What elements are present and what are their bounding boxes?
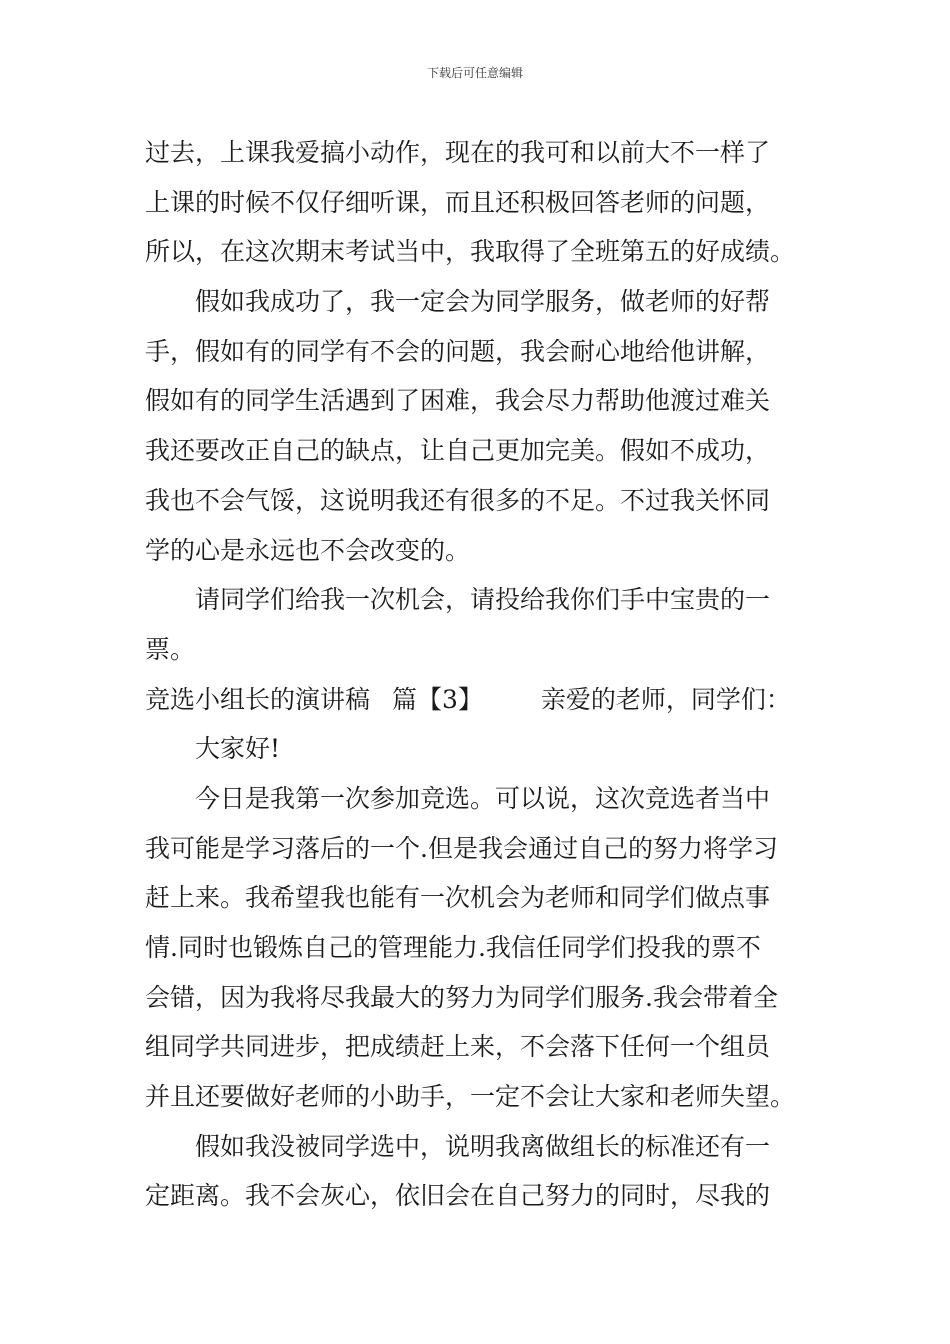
text-line: 手，假如有的同学有不会的问题，我会耐心地给他讲解， — [145, 336, 771, 366]
section-heading-line — [145, 675, 820, 725]
text-line: 组同学共同进步，把成绩赶上来，不会落下任何一个组员 — [145, 1032, 771, 1062]
paragraph-start-line: 假如我成功了，我一定会为同学服务，做老师的好帮 — [195, 287, 771, 317]
paragraph-start-line: 今日是我第一次参加竞选。可以说，这次竞选者当中 — [195, 783, 771, 813]
paragraph-start-line: 大家好! — [195, 734, 281, 764]
text-line: 假如有的同学生活遇到了困难，我会尽力帮助他渡过难关 — [145, 386, 771, 416]
text-line: 票。 — [145, 634, 196, 664]
section-part-label: 篇【3】 — [392, 684, 483, 714]
paragraph-start-line: 请同学们给我一次机会，请投给我你们手中宝贵的一 — [195, 585, 771, 615]
section-title: 竞选小组长的演讲稿 — [145, 684, 371, 714]
text-line: 情.同时也锻炼自己的管理能力.我信任同学们投我的票不 — [145, 933, 761, 962]
text-line: 所以，在这次期末考试当中，我取得了全班第五的好成绩。 — [145, 237, 796, 267]
document-body — [145, 128, 820, 1221]
text-line: 定距离。我不会灰心，依旧会在自己努力的同时，尽我的 — [145, 1181, 771, 1211]
text-line: 我也不会气馁，这说明我还有很多的不足。不过我关怀同 — [145, 485, 771, 515]
page-header: 下载后可任意编辑 — [426, 66, 523, 80]
paragraph-start-line: 假如我没被同学选中，说明我离做组长的标准还有一 — [195, 1131, 771, 1161]
text-line: 并且还要做好老师的小助手，一定不会让大家和老师失望。 — [145, 1082, 796, 1112]
text-line: 学的心是永远也不会改变的。 — [145, 535, 471, 565]
text-line: 我还要改正自己的缺点，让自己更加完美。假如不成功， — [145, 436, 771, 466]
section-greeting: 亲爱的老师，同学们： — [540, 684, 791, 714]
text-line: 我可能是学习落后的一个.但是我会通过自己的努力将学习 — [145, 833, 778, 863]
text-line: 赶上来。我希望我也能有一次机会为老师和同学们做点事 — [145, 883, 771, 913]
text-line: 上课的时候不仅仔细听课，而且还积极回答老师的问题， — [145, 187, 771, 217]
text-line: 会错，因为我将尽我最大的努力为同学们服务.我会带着全 — [145, 982, 778, 1012]
text-line: 过去，上课我爱搞小动作，现在的我可和以前大不一样了 — [145, 138, 771, 167]
